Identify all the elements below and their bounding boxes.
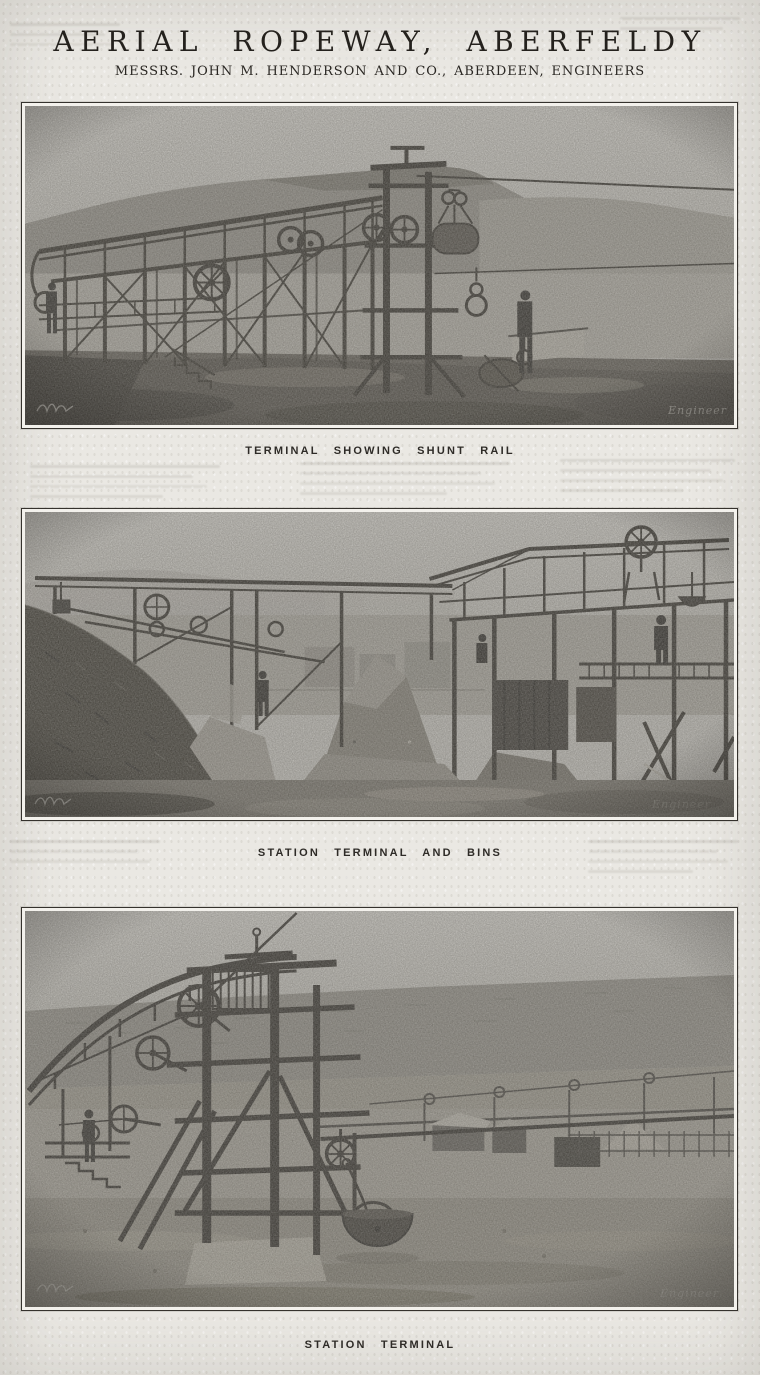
vignette-overlay: [25, 911, 734, 1307]
page-title: AERIAL ROPEWAY, ABERFELDY: [53, 25, 707, 58]
photo-station-terminal: [25, 911, 734, 1307]
bleedthrough-text-ghost: [30, 458, 220, 505]
figure-caption-station-terminal: STATION TERMINAL: [304, 1339, 456, 1351]
bleedthrough-text-ghost: [560, 452, 735, 499]
bleedthrough-text-ghost: [300, 455, 510, 502]
figure-terminal-shunt-rail: [21, 102, 738, 429]
figure-station-terminal-and-bins: [21, 508, 738, 821]
figure-caption-station-terminal-and-bins: STATION TERMINAL AND BINS: [257, 847, 503, 859]
figure-caption-terminal-shunt-rail: TERMINAL SHOWING SHUNT RAIL: [245, 445, 515, 457]
vignette-overlay: [25, 106, 734, 425]
photo-terminal-shunt-rail: [25, 106, 734, 425]
page-subtitle: MESSRS. JOHN M. HENDERSON AND CO., ABERDEEN, ENGINEERS: [114, 64, 646, 79]
figure-station-terminal: [21, 907, 738, 1311]
vignette-overlay: [25, 512, 734, 817]
photo-station-terminal-and-bins: [25, 512, 734, 817]
